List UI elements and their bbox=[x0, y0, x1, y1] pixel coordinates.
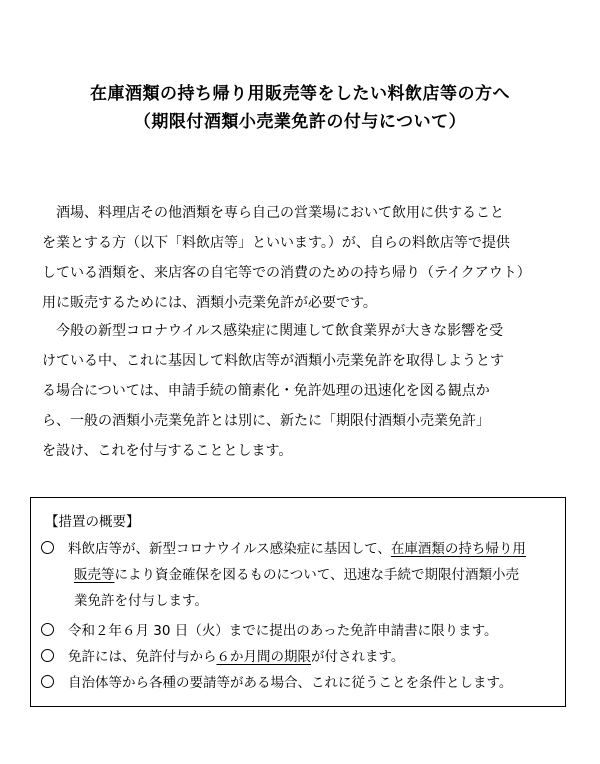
summary-item-3 bbox=[41, 644, 404, 670]
paragraph-line: ら、一般の酒類小売業免許とは別に、新たに「期限付酒類小売業免許」 bbox=[42, 413, 490, 429]
summary-box bbox=[30, 497, 566, 707]
item3-underlined-text: ６か月間の期限 bbox=[216, 649, 311, 665]
item1-line3-text: 業免許を付与します。 bbox=[74, 593, 208, 609]
item1-line1-text: 料飲店等が、新型コロナウイルス感染症に基因して、 bbox=[68, 541, 391, 557]
item3-text: 免許には、免許付与から bbox=[68, 649, 217, 665]
intro-paragraph bbox=[42, 198, 572, 318]
paragraph-line: を設け、これを付与することとします。 bbox=[42, 443, 293, 459]
paragraph-line: している酒類を、来店客の自宅等での消費のための持ち帰り（テイクアウト） bbox=[42, 265, 531, 281]
circle-bullet-icon bbox=[41, 675, 54, 688]
paragraph-line: る場合については、申請手続の簡素化・免許処理の迅速化を図る観点か bbox=[42, 383, 490, 399]
circle-bullet-icon bbox=[41, 623, 54, 636]
summary-heading: 【措置の概要】 bbox=[45, 514, 140, 530]
summary-item-2 bbox=[41, 618, 498, 644]
item4-text: 自治体等から各種の要請等がある場合、これに従うことを条件とします。 bbox=[68, 675, 513, 691]
item3-text-end: が付されます。 bbox=[311, 649, 405, 665]
paragraph-line: 酒場、料理店その他酒類を専ら自己の営業場において飲用に供すること bbox=[56, 205, 504, 221]
item1-underlined-text-2: 販売等 bbox=[74, 567, 115, 583]
summary-item-4 bbox=[41, 670, 512, 696]
paragraph-line: 今般の新型コロナウイルス感染症に関連して飲食業界が大きな影響を受 bbox=[56, 323, 504, 339]
item1-underlined-text: 在庫酒類の持ち帰り用 bbox=[390, 541, 526, 557]
item2-text: 令和２年６月 30 日（火）までに提出のあった免許申請書に限ります。 bbox=[68, 623, 498, 639]
circle-bullet-icon bbox=[41, 649, 54, 662]
context-paragraph bbox=[42, 316, 572, 466]
item1-line2-text: により資金確保を図るものについて、迅速な手続で期限付酒類小売 bbox=[114, 567, 519, 583]
paragraph-line: 用に販売するためには、酒類小売業免許が必要です。 bbox=[42, 295, 377, 311]
paragraph-line: けている中、これに基因して料飲店等が酒類小売業免許を取得しようとす bbox=[42, 353, 504, 369]
circle-bullet-icon bbox=[41, 541, 54, 554]
page-title: 在庫酒類の持ち帰り用販売等をしたい料飲店等の方へ bbox=[90, 84, 510, 104]
summary-item-1 bbox=[41, 536, 526, 614]
page-subtitle: （期限付酒類小売業免許の付与について） bbox=[133, 112, 467, 132]
paragraph-line: を業とする方（以下「料飲店等」といいます。）が、自らの料飲店等で提供 bbox=[42, 235, 510, 251]
